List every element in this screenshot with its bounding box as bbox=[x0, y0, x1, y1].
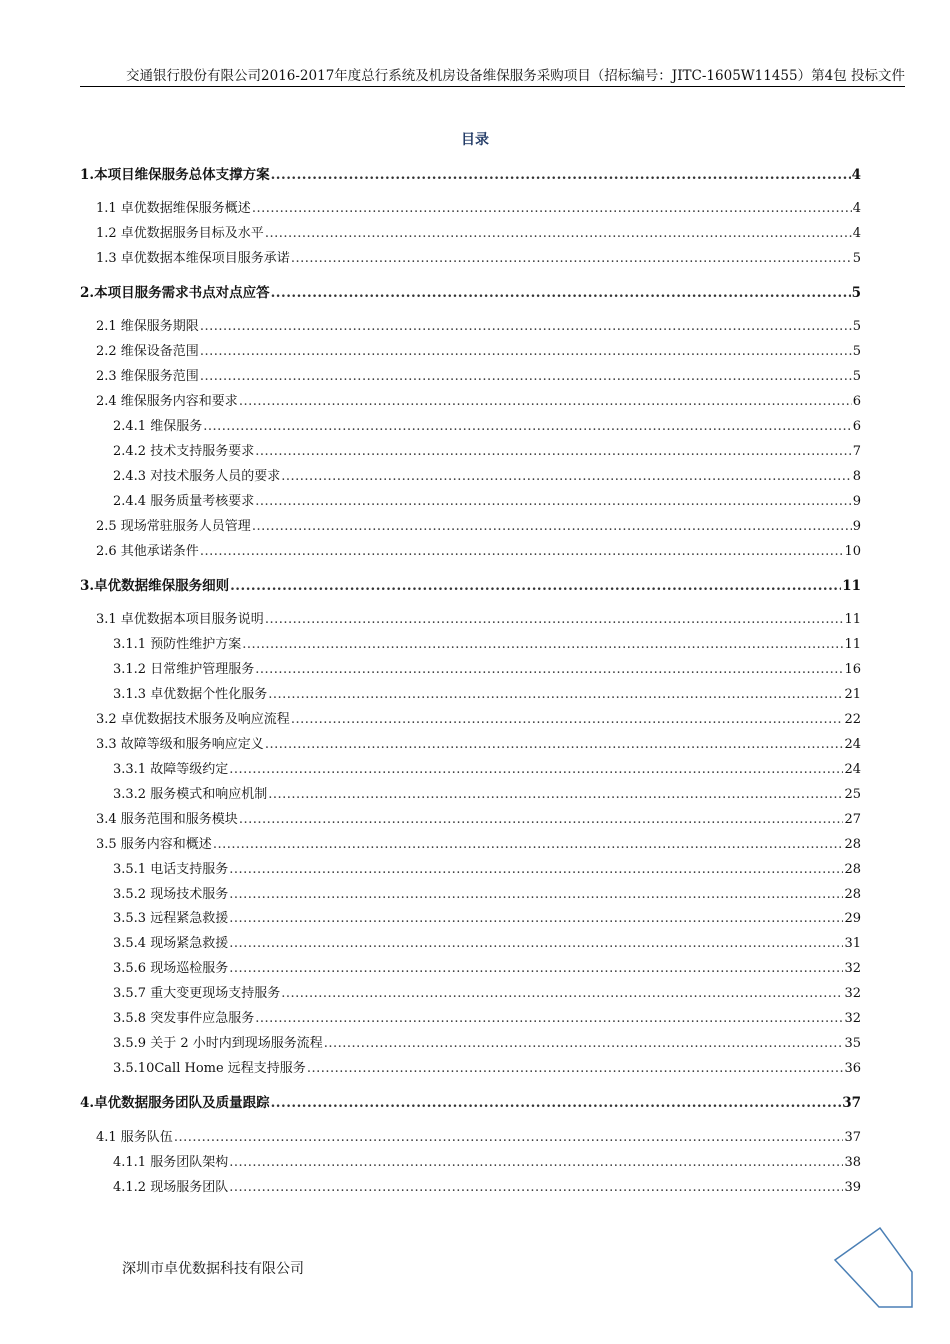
toc-entry-title: 3.5 服务内容和概述 bbox=[96, 837, 212, 852]
toc-leader-dots bbox=[255, 1010, 843, 1028]
toc-entry[interactable] bbox=[113, 761, 861, 779]
toc-leader-dots bbox=[281, 468, 852, 486]
toc-entry-page: 5 bbox=[852, 319, 861, 334]
toc-entry-title: 2.本项目服务需求书点对点应答 bbox=[80, 285, 270, 301]
toc-entry-page: 10 bbox=[844, 544, 861, 559]
toc-entry[interactable] bbox=[96, 518, 861, 536]
toc-leader-dots bbox=[239, 393, 852, 411]
toc-leader-dots bbox=[203, 418, 852, 436]
toc-leader-dots bbox=[174, 1129, 844, 1147]
toc-entry-title: 3.5.3 远程紧急救援 bbox=[113, 911, 229, 926]
toc-entry[interactable] bbox=[113, 985, 861, 1003]
toc-leader-dots bbox=[324, 1035, 844, 1053]
toc-leader-dots bbox=[230, 577, 841, 595]
toc-entry[interactable] bbox=[96, 368, 861, 386]
toc-entry[interactable] bbox=[113, 886, 861, 904]
toc-entry-page: 37 bbox=[844, 1130, 861, 1145]
toc-entry-page: 37 bbox=[842, 1095, 861, 1111]
toc-entry[interactable] bbox=[96, 611, 861, 629]
toc-entry-page: 36 bbox=[844, 1061, 861, 1076]
toc-entry[interactable] bbox=[96, 318, 861, 336]
toc-entry[interactable] bbox=[113, 861, 861, 879]
toc-entry-page: 28 bbox=[844, 862, 861, 877]
toc-leader-dots bbox=[213, 836, 844, 854]
toc-entry-page: 38 bbox=[844, 1155, 861, 1170]
toc-leader-dots bbox=[265, 736, 844, 754]
toc-entry[interactable] bbox=[113, 910, 861, 928]
toc-entry-title: 1.本项目维保服务总体支撑方案 bbox=[80, 167, 270, 183]
toc-entry-page: 5 bbox=[851, 285, 861, 301]
toc-leader-dots bbox=[255, 443, 852, 461]
toc-entry-title: 3.5.9 关于 2 小时内到现场服务流程 bbox=[113, 1036, 323, 1051]
toc-entry-title: 3.1.1 预防性维护方案 bbox=[113, 637, 242, 652]
toc-leader-dots bbox=[291, 711, 844, 729]
toc-leader-dots bbox=[252, 200, 852, 218]
toc-entry-page: 4 bbox=[852, 226, 861, 241]
toc-entry-title: 2.4.4 服务质量考核要求 bbox=[113, 494, 255, 509]
toc-leader-dots bbox=[229, 910, 843, 928]
toc-entry[interactable] bbox=[96, 343, 861, 361]
toc-entry-page: 24 bbox=[844, 762, 861, 777]
toc-entry[interactable] bbox=[113, 935, 861, 953]
toc-entry-title: 2.5 现场常驻服务人员管理 bbox=[96, 519, 251, 534]
toc-entry-title: 2.1 维保服务期限 bbox=[96, 319, 199, 334]
toc-leader-dots bbox=[255, 661, 843, 679]
toc-entry-page: 32 bbox=[844, 1011, 861, 1026]
toc-entry-title: 4.1.1 服务团队架构 bbox=[113, 1155, 229, 1170]
toc-entry[interactable] bbox=[96, 836, 861, 854]
toc-entry-title: 1.3 卓优数据本维保项目服务承诺 bbox=[96, 251, 290, 266]
toc-entry[interactable] bbox=[96, 736, 861, 754]
toc-title: 目录 bbox=[461, 132, 489, 148]
toc-entry[interactable] bbox=[96, 811, 861, 829]
toc-entry-title: 2.4.3 对技术服务人员的要求 bbox=[113, 469, 281, 484]
toc-entry[interactable] bbox=[113, 468, 861, 486]
toc-entry-page: 29 bbox=[844, 911, 861, 926]
toc-leader-dots bbox=[265, 225, 852, 243]
page-corner-arrow-icon bbox=[832, 1226, 914, 1310]
toc-leader-dots bbox=[229, 886, 843, 904]
toc-entry-page: 16 bbox=[844, 662, 861, 677]
toc-entry[interactable] bbox=[96, 225, 861, 243]
toc-entry-title: 2.2 维保设备范围 bbox=[96, 344, 199, 359]
toc-leader-dots bbox=[200, 318, 852, 336]
toc-entry-page: 35 bbox=[844, 1036, 861, 1051]
toc-entry[interactable] bbox=[113, 1060, 861, 1078]
toc-leader-dots bbox=[268, 686, 843, 704]
toc-leader-dots bbox=[229, 960, 843, 978]
toc-entry[interactable] bbox=[96, 1129, 861, 1147]
toc-entry-page: 39 bbox=[844, 1180, 861, 1195]
toc-entry-page: 4 bbox=[851, 167, 861, 183]
toc-entry-title: 1.1 卓优数据维保服务概述 bbox=[96, 201, 251, 216]
toc-leader-dots bbox=[271, 1094, 842, 1112]
toc-entry-title: 3.1.2 日常维护管理服务 bbox=[113, 662, 255, 677]
toc-leader-dots bbox=[200, 543, 844, 561]
toc-leader-dots bbox=[242, 636, 843, 654]
toc-entry-page: 22 bbox=[844, 712, 861, 727]
toc-leader-dots bbox=[239, 811, 844, 829]
toc-leader-dots bbox=[229, 1154, 843, 1172]
toc-entry-page: 11 bbox=[842, 578, 861, 594]
toc-entry-title: 3.5.1 电话支持服务 bbox=[113, 862, 229, 877]
toc-entry-title: 2.3 维保服务范围 bbox=[96, 369, 199, 384]
toc-entry-page: 28 bbox=[844, 837, 861, 852]
toc-entry-title: 3.5.8 突发事件应急服务 bbox=[113, 1011, 255, 1026]
toc-entry-page: 4 bbox=[852, 201, 861, 216]
toc-entry[interactable] bbox=[113, 443, 861, 461]
toc-entry-page: 24 bbox=[844, 737, 861, 752]
toc-entry[interactable] bbox=[80, 166, 861, 184]
toc-entry-page: 5 bbox=[852, 344, 861, 359]
toc-entry[interactable] bbox=[96, 250, 861, 268]
toc-entry-page: 28 bbox=[844, 887, 861, 902]
toc-entry-title: 3.5.10Call Home 远程支持服务 bbox=[113, 1061, 306, 1076]
toc-entry-page: 6 bbox=[852, 394, 861, 409]
toc-entry-title: 4.1 服务队伍 bbox=[96, 1130, 173, 1145]
toc-entry[interactable] bbox=[113, 661, 861, 679]
toc-entry[interactable] bbox=[113, 1154, 861, 1172]
toc-entry-title: 2.4.2 技术支持服务要求 bbox=[113, 444, 255, 459]
toc-entry[interactable] bbox=[80, 577, 861, 595]
toc-entry-page: 6 bbox=[852, 419, 861, 434]
toc-entry-title: 2.4 维保服务内容和要求 bbox=[96, 394, 238, 409]
toc-entry-page: 21 bbox=[844, 687, 861, 702]
toc-entry-page: 9 bbox=[852, 519, 861, 534]
toc-entry-title: 3.卓优数据维保服务细则 bbox=[80, 578, 230, 594]
toc-entry-title: 3.1 卓优数据本项目服务说明 bbox=[96, 612, 264, 627]
toc-entry-title: 3.3 故障等级和服务响应定义 bbox=[96, 737, 264, 752]
toc-entry-page: 5 bbox=[852, 369, 861, 384]
toc-entry-page: 31 bbox=[844, 936, 861, 951]
toc-leader-dots bbox=[229, 1179, 843, 1197]
toc-entry[interactable] bbox=[113, 1010, 861, 1028]
toc-entry-title: 4.卓优数据服务团队及质量跟踪 bbox=[80, 1095, 270, 1111]
toc-entry[interactable] bbox=[96, 543, 861, 561]
toc-entry-title: 3.5.2 现场技术服务 bbox=[113, 887, 229, 902]
toc-entry-title: 3.3.2 服务模式和响应机制 bbox=[113, 787, 268, 802]
toc-entry[interactable] bbox=[113, 960, 861, 978]
toc-entry[interactable] bbox=[96, 711, 861, 729]
toc-leader-dots bbox=[200, 343, 852, 361]
toc-leader-dots bbox=[307, 1060, 844, 1078]
toc-entry[interactable] bbox=[96, 393, 861, 411]
toc-entry-title: 1.2 卓优数据服务目标及水平 bbox=[96, 226, 264, 241]
toc-entry-title: 3.2 卓优数据技术服务及响应流程 bbox=[96, 712, 290, 727]
toc-entry-page: 9 bbox=[852, 494, 861, 509]
toc-entry[interactable] bbox=[113, 1035, 861, 1053]
toc-entry-page: 11 bbox=[844, 612, 861, 627]
toc-entry-title: 3.1.3 卓优数据个性化服务 bbox=[113, 687, 268, 702]
toc-leader-dots bbox=[268, 786, 843, 804]
toc-leader-dots bbox=[229, 861, 843, 879]
toc-entry-page: 5 bbox=[852, 251, 861, 266]
toc-entry[interactable] bbox=[113, 636, 861, 654]
toc-entry[interactable] bbox=[96, 200, 861, 218]
toc-entry-title: 3.5.6 现场巡检服务 bbox=[113, 961, 229, 976]
toc-entry-title: 4.1.2 现场服务团队 bbox=[113, 1180, 229, 1195]
toc-entry-page: 7 bbox=[852, 444, 861, 459]
toc-entry-title: 2.6 其他承诺条件 bbox=[96, 544, 199, 559]
toc-leader-dots bbox=[291, 250, 852, 268]
toc-entry-page: 25 bbox=[844, 787, 861, 802]
toc-entry[interactable] bbox=[80, 1094, 861, 1112]
toc-entry-page: 11 bbox=[844, 637, 861, 652]
toc-leader-dots bbox=[271, 166, 851, 184]
toc-leader-dots bbox=[255, 493, 852, 511]
toc-leader-dots bbox=[229, 761, 843, 779]
toc-entry-page: 32 bbox=[844, 986, 861, 1001]
toc-entry[interactable] bbox=[113, 786, 861, 804]
toc-leader-dots bbox=[281, 985, 843, 1003]
toc-leader-dots bbox=[229, 935, 843, 953]
toc-entry-title: 2.4.1 维保服务 bbox=[113, 419, 203, 434]
toc-leader-dots bbox=[252, 518, 852, 536]
toc-entry-title: 3.5.4 现场紧急救援 bbox=[113, 936, 229, 951]
toc-entry[interactable] bbox=[80, 284, 861, 302]
toc-leader-dots bbox=[271, 284, 851, 302]
toc-leader-dots bbox=[265, 611, 844, 629]
toc-entry-title: 3.5.7 重大变更现场支持服务 bbox=[113, 986, 281, 1001]
toc-entry[interactable] bbox=[113, 1179, 861, 1197]
toc-entry-title: 3.4 服务范围和服务模块 bbox=[96, 812, 238, 827]
toc-entry[interactable] bbox=[113, 686, 861, 704]
toc-entry-page: 32 bbox=[844, 961, 861, 976]
toc-entry-page: 8 bbox=[852, 469, 861, 484]
toc-entry-page: 27 bbox=[844, 812, 861, 827]
toc-entry[interactable] bbox=[113, 493, 861, 511]
document-header: 交通银行股份有限公司2016-2017年度总行系统及机房设备维保服务采购项目（招标编号：JITC-1605W11455）第4包 投标文件 bbox=[126, 68, 905, 84]
footer-company: 深圳市卓优数据科技有限公司 bbox=[122, 1261, 304, 1277]
toc-entry-title: 3.3.1 故障等级约定 bbox=[113, 762, 229, 777]
toc-leader-dots bbox=[200, 368, 852, 386]
toc-entry[interactable] bbox=[113, 418, 861, 436]
